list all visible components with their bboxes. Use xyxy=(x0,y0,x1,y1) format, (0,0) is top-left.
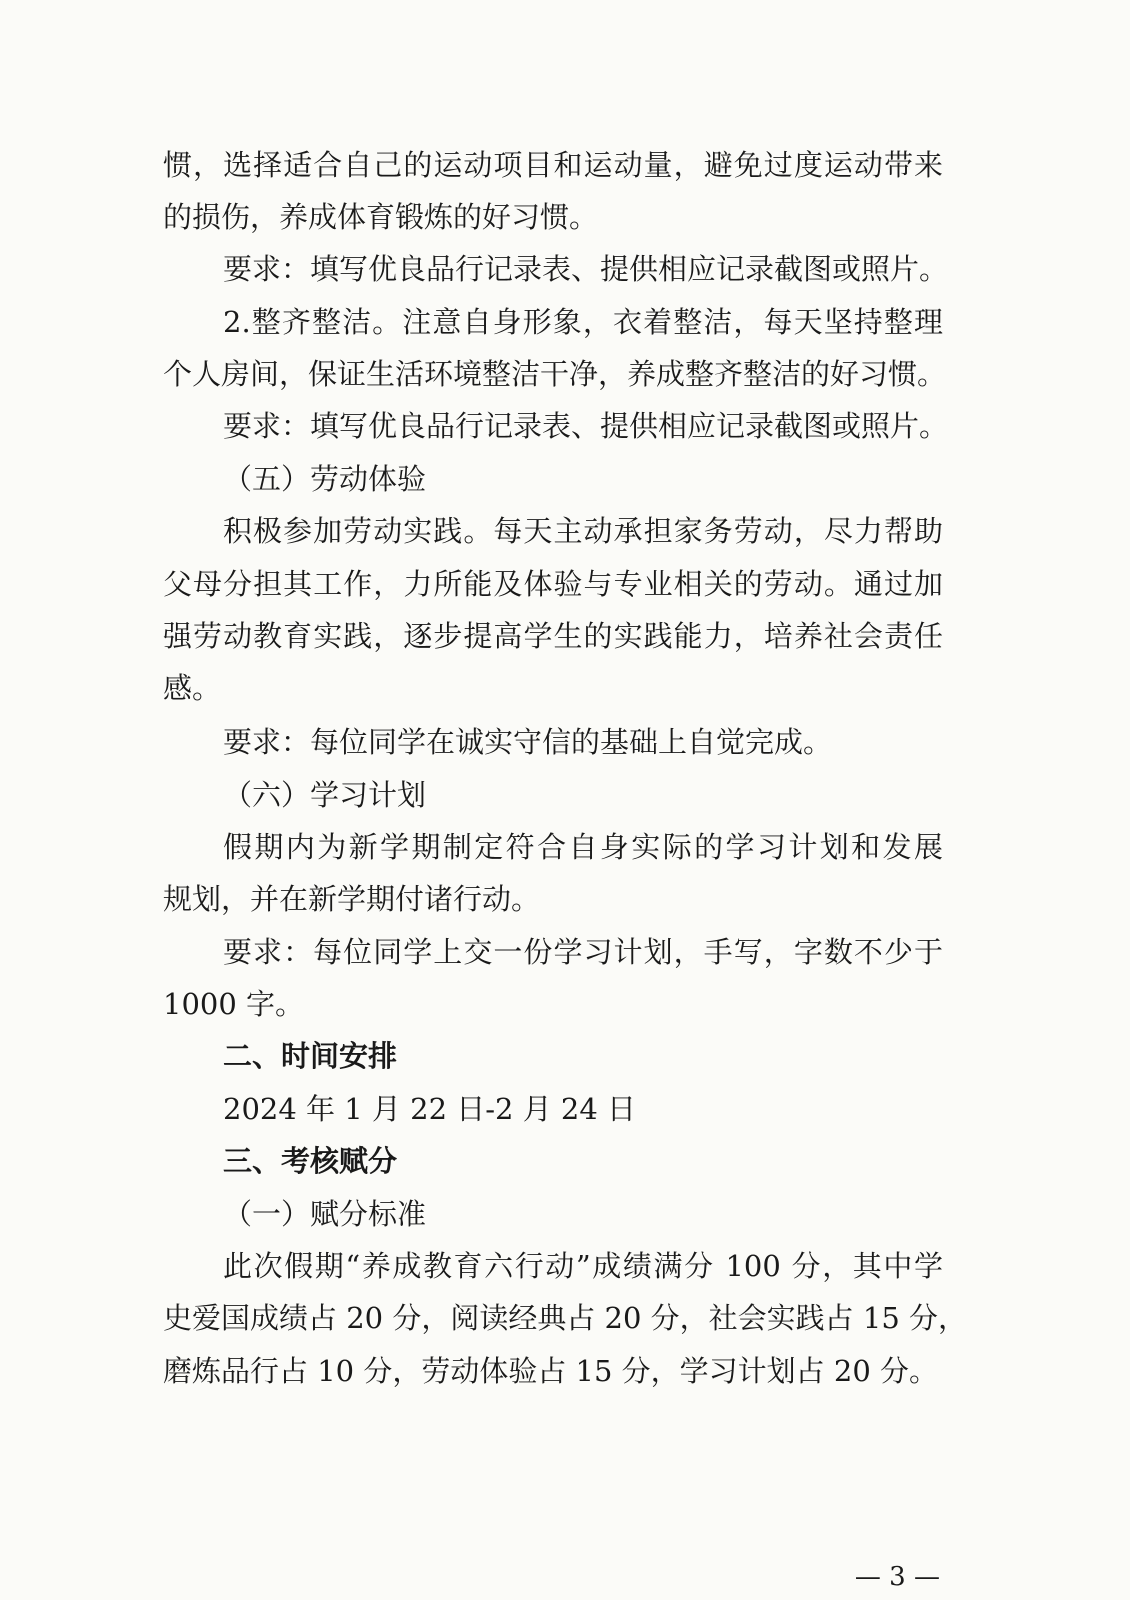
requirement-line: 要求：每位同学在诚实守信的基础上自觉完成。 xyxy=(223,725,833,759)
body-text-line: 父母分担其工作，力所能及体验与专业相关的劳动。通过加 xyxy=(163,567,943,601)
requirement-line: 要求：填写优良品行记录表、提供相应记录截图或照片。 xyxy=(223,409,949,443)
body-text-line: 1000 字。 xyxy=(163,987,305,1021)
page-number: — 3 — xyxy=(854,1562,940,1592)
body-text-line: 惯，选择适合自己的运动项目和运动量，避免过度运动带来 xyxy=(163,148,943,182)
body-text-line: 的损伤，养成体育锻炼的好习惯。 xyxy=(163,200,599,234)
body-text-line: 2.整齐整洁。注意自身形象，衣着整洁，每天坚持整理 xyxy=(223,305,943,339)
subsection-heading: （一）赋分标准 xyxy=(223,1197,427,1231)
body-text-line: 感。 xyxy=(163,671,222,705)
body-text-line: 史爱国成绩占 20 分，阅读经典占 20 分，社会实践占 15 分， xyxy=(163,1301,968,1335)
body-text-line: 此次假期“养成教育六行动”成绩满分 100 分，其中学 xyxy=(223,1249,943,1283)
body-text-line: 假期内为新学期制定符合自身实际的学习计划和发展 xyxy=(223,830,943,864)
body-text-line: 磨炼品行占 10 分，劳动体验占 15 分，学习计划占 20 分。 xyxy=(163,1354,939,1388)
section-heading: 三、考核赋分 xyxy=(223,1144,398,1178)
requirement-line: 要求：每位同学上交一份学习计划，手写，字数不少于 xyxy=(223,935,943,969)
body-text-line: 积极参加劳动实践。每天主动承担家务劳动，尽力帮助 xyxy=(223,514,943,548)
subsection-heading: （五）劳动体验 xyxy=(223,462,427,496)
requirement-line: 要求：填写优良品行记录表、提供相应记录截图或照片。 xyxy=(223,252,949,286)
section-heading: 二、时间安排 xyxy=(223,1039,398,1073)
subsection-heading: （六）学习计划 xyxy=(223,778,427,812)
body-text-line: 规划，并在新学期付诸行动。 xyxy=(163,882,541,916)
body-text-line: 个人房间，保证生活环境整洁干净，养成整齐整洁的好习惯。 xyxy=(163,357,947,391)
body-text-line: 强劳动教育实践，逐步提高学生的实践能力，培养社会责任 xyxy=(163,619,943,653)
date-range: 2024 年 1 月 22 日-2 月 24 日 xyxy=(223,1092,637,1126)
